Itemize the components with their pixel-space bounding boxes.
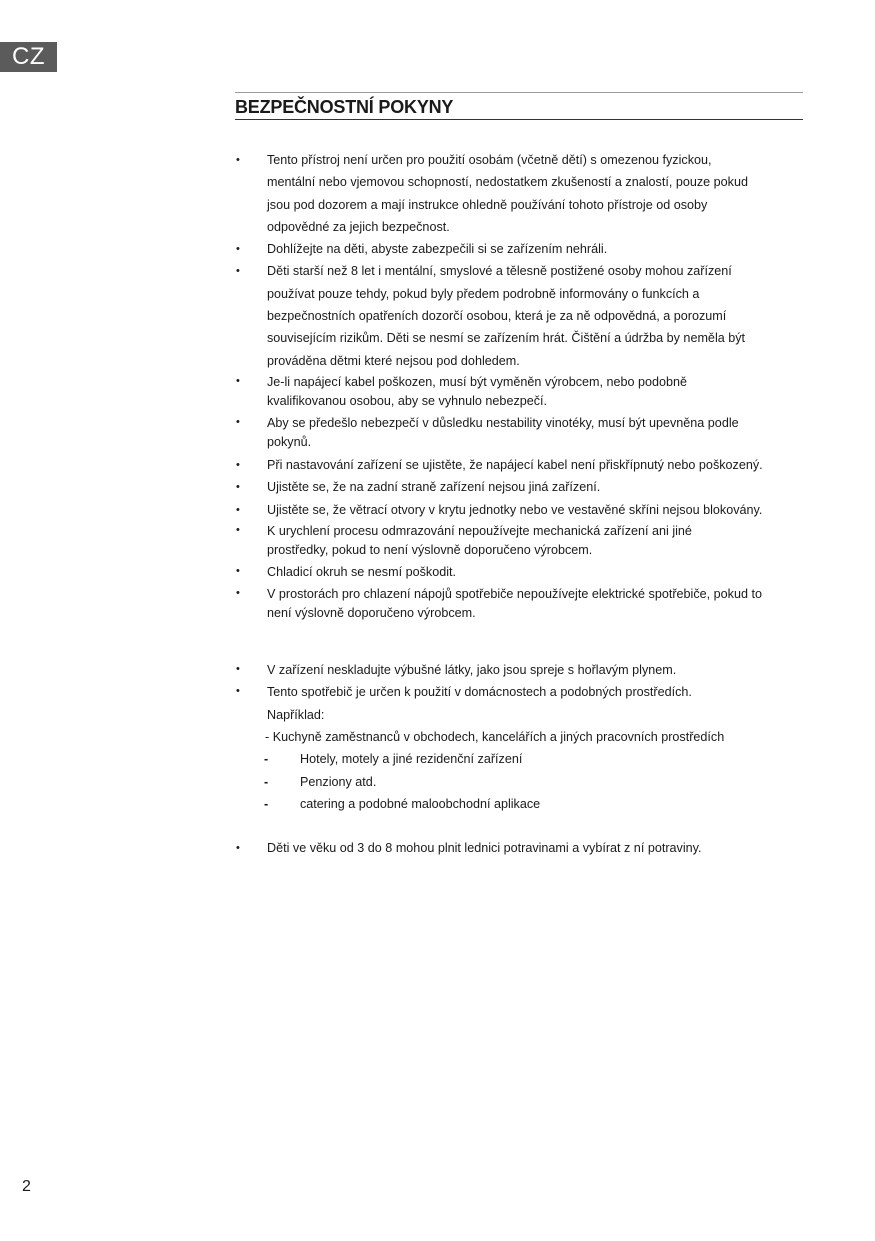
bullet-icon: • <box>236 265 240 278</box>
bullet-icon: • <box>236 458 240 471</box>
list-item-line: Tento spotřebič je určen k použití v domácnostech a podobných prostředích. <box>267 685 692 700</box>
bullet-icon: • <box>236 481 240 494</box>
dash-marker: - <box>264 752 269 767</box>
list-item-line: V zařízení neskladujte výbušné látky, jako jsou spreje s hořlavým plynem. <box>267 663 677 678</box>
list-item-line: K urychlení procesu odmrazování nepoužívejte mechanická zařízení ani jiné <box>267 524 692 539</box>
list-item <box>235 476 805 498</box>
list-item <box>235 413 805 454</box>
bullet-icon: • <box>236 564 240 577</box>
spacer <box>235 625 805 660</box>
list-item-line: prováděna dětmi které nejsou pod dohledem. <box>267 353 520 368</box>
bullet-icon: • <box>236 684 240 697</box>
list-item <box>235 562 805 584</box>
instructions-group-2 <box>235 660 805 704</box>
page-title: BEZPEČNOSTNÍ POKYNY <box>235 96 803 120</box>
list-item <box>235 584 805 625</box>
bullet-icon: • <box>236 523 240 536</box>
spacer <box>235 815 805 837</box>
list-item <box>235 837 805 859</box>
example-sublist <box>235 748 805 815</box>
list-item-line: Dohlížejte na děti, abyste zabezpečili si se zařízením nehráli. <box>267 242 608 257</box>
list-item-line: Tento přístroj není určen pro použití osobám (včetně dětí) s omezenou fyzickou, <box>267 153 712 167</box>
list-item <box>235 238 805 260</box>
list-item-line: Aby se předešlo nebezpečí v důsledku nestability vinotéky, musí být upevněna podle <box>267 416 739 431</box>
bullet-icon: • <box>236 586 240 599</box>
list-item-line: Při nastavování zařízení se ujistěte, že napájecí kabel není přiskřípnutý nebo poškozený. <box>267 457 763 472</box>
bullet-icon: • <box>236 503 240 516</box>
dash-marker: - <box>264 797 269 812</box>
list-item-line: souvisejícím rizikům. Děti se nesmí se zařízením hrát. Čištění a údržba by neměla být <box>267 331 746 346</box>
bullet-icon: • <box>236 243 240 256</box>
example-sublist-item-text: Penziony atd. <box>300 774 377 789</box>
list-item-line: odpovědné za jejich bezpečnost. <box>267 219 450 234</box>
list-item-line: Je-li napájecí kabel poškozen, musí být vyměněn výrobcem, nebo podobně <box>267 375 688 390</box>
list-item-line: používat pouze tehdy, pokud byly předem podrobně informovány o funkcích a <box>267 286 700 301</box>
bullet-icon: • <box>236 154 240 166</box>
bullet-icon: • <box>236 842 240 855</box>
page-number: 2 <box>22 1178 31 1195</box>
list-item <box>235 372 805 413</box>
language-tab: CZ <box>0 42 57 72</box>
example-sublist-item-text: Hotely, motely a jiné rezidenční zařízení <box>300 752 523 767</box>
list-item-line: prostředky, pokud to není výslovně doporučeno výrobcem. <box>267 543 593 558</box>
example-label: Například: <box>267 707 325 722</box>
example-sublist-item <box>235 771 805 793</box>
list-item-line: V prostorách pro chlazení nápojů spotřebiče nepoužívejte elektrické spotřebiče, pokud to <box>267 587 762 602</box>
list-item-line: bezpečnostních opatřeních dozorčí osobou, která je za ně odpovědná, a porozumí <box>267 309 727 324</box>
list-item-line: Ujistěte se, že na zadní straně zařízení nejsou jiná zařízení. <box>267 480 601 495</box>
list-item <box>235 682 805 704</box>
dash-marker: - <box>264 774 269 789</box>
list-item-line: pokynů. <box>267 435 312 450</box>
bullet-icon: • <box>236 662 240 675</box>
list-item-line: jsou pod dozorem a mají instrukce ohledně používání tohoto přístroje od osoby <box>267 197 708 212</box>
example-sublist-item <box>235 793 805 815</box>
list-item-line: mentální nebo vjemovou schopností, nedostatkem zkušeností a znalostí, pouze pokud <box>267 175 748 190</box>
list-item <box>235 521 805 562</box>
example-item-staff-kitchens: - Kuchyně zaměstnanců v obchodech, kancelářích a jiných pracovních prostředích <box>265 730 725 745</box>
list-item-text: Děti ve věku od 3 do 8 mohou plnit lednici potravinami a vybírat z ní potraviny. <box>267 841 702 856</box>
example-sublist-item-text: catering a podobné maloobchodní aplikace <box>300 797 541 812</box>
list-item-line: Ujistěte se, že větrací otvory v krytu jednotky nebo ve vestavěné skříni nejsou blokovány. <box>267 502 763 517</box>
list-item <box>235 660 805 682</box>
instructions-group-1 <box>235 149 805 625</box>
bullet-icon: • <box>236 374 240 387</box>
list-item-line: není výslovně doporučeno výrobcem. <box>267 606 476 621</box>
list-item-line: Děti starší než 8 let i mentální, smyslové a tělesně postižené osoby mohou zařízení <box>267 264 732 279</box>
bullet-icon: • <box>236 415 240 428</box>
list-item <box>235 454 805 476</box>
example-sublist-item <box>235 748 805 770</box>
list-item <box>235 260 805 371</box>
list-item <box>235 149 805 238</box>
top-divider <box>235 92 803 93</box>
list-item <box>235 499 805 521</box>
list-item-line: Chladicí okruh se nesmí poškodit. <box>267 565 456 580</box>
safety-instructions-list <box>235 149 805 860</box>
list-item-line: kvalifikovanou osobou, aby se vyhnulo nebezpečí. <box>267 394 548 409</box>
